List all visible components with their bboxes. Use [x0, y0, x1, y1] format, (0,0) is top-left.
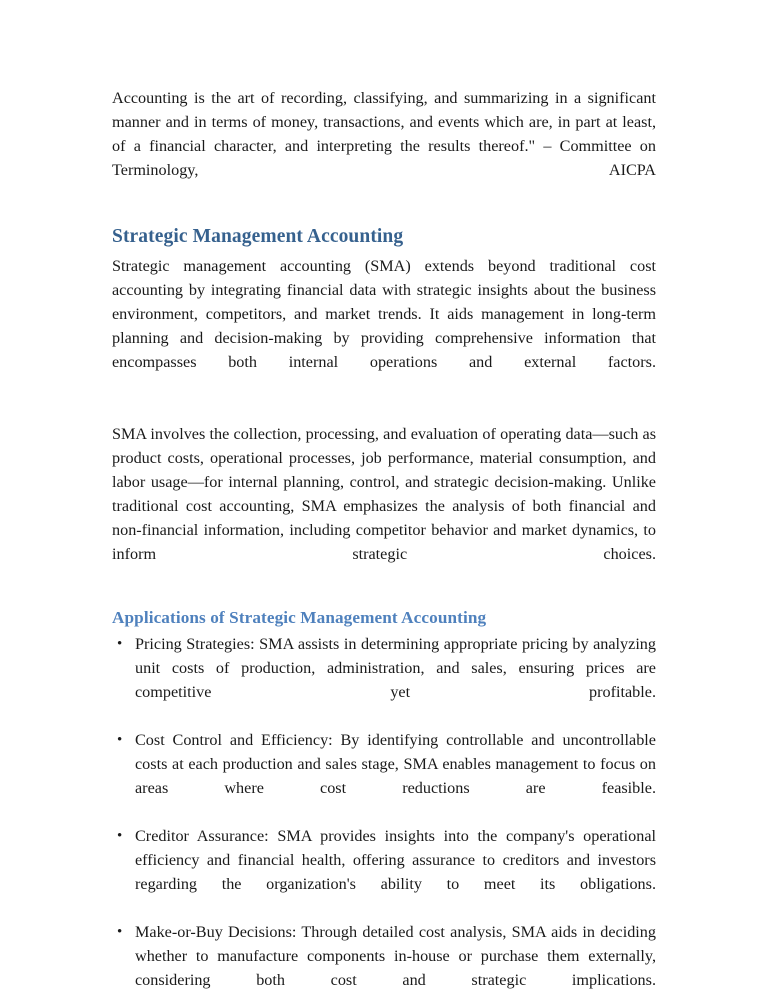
bullet-point-icon: •: [117, 636, 123, 652]
document-content: [112, 86, 656, 994]
list-item: [112, 728, 656, 824]
subheading-block: [112, 590, 656, 632]
list-item-text: Creditor Assurance: SMA provides insights into the company's operational efficiency and financial health, offering assurance to creditors and investors regarding the organization's ability to meet its obligations.: [135, 827, 656, 893]
heading-block: [112, 206, 656, 254]
paragraph-spacer: [112, 398, 656, 422]
list-item: [112, 632, 656, 728]
bullet-point-icon: •: [117, 924, 123, 940]
applications-bullet-list: [112, 632, 656, 994]
list-item-text: Make-or-Buy Decisions: Through detailed cost analysis, SMA aids in deciding whether to manufacture components in-house or purchase them externally, considering both cost and strategic implications.: [135, 923, 656, 989]
list-item: [112, 920, 656, 994]
list-item-text: Pricing Strategies: SMA assists in determining appropriate pricing by analyzing unit costs of production, administration, and sales, ensuring prices are competitive yet profitable.: [135, 635, 656, 701]
list-item: [112, 824, 656, 920]
bullet-point-icon: •: [117, 732, 123, 748]
intro-paragraph: Accounting is the art of recording, classifying, and summarizing in a significant manner and in terms of money, transactions, and events which are, in part at least, of a financial character, and interpreting the results thereof." – Committee on Terminology, AICPA: [112, 89, 656, 179]
list-item-text: Cost Control and Efficiency: By identifying controllable and uncontrollable costs at each production and sales stage, SMA enables management to focus on areas where cost reductions are feasible.: [135, 731, 656, 797]
section-heading: Strategic Management Accounting: [112, 226, 404, 247]
section-subheading: Applications of Strategic Management Accounting: [112, 608, 487, 627]
paragraph-2: SMA involves the collection, processing, and evaluation of operating data—such as product costs, operational processes, job performance, material consumption, and labor usage—for internal planning, control, and strategic decision-making. Unlike traditional cost accounting, SMA emphasizes the analysis of both financial and non-financial information, including competitor behavior and market dynamics, to inform strategic choices.: [112, 425, 656, 563]
paragraph-1: Strategic management accounting (SMA) extends beyond traditional cost accounting by integrating financial data with strategic insights about the business environment, competitors, and market trends. It aids management in long-term planning and decision-making by providing comprehensive information that encompasses both internal operations and external factors.: [112, 257, 656, 371]
bullet-point-icon: •: [117, 828, 123, 844]
